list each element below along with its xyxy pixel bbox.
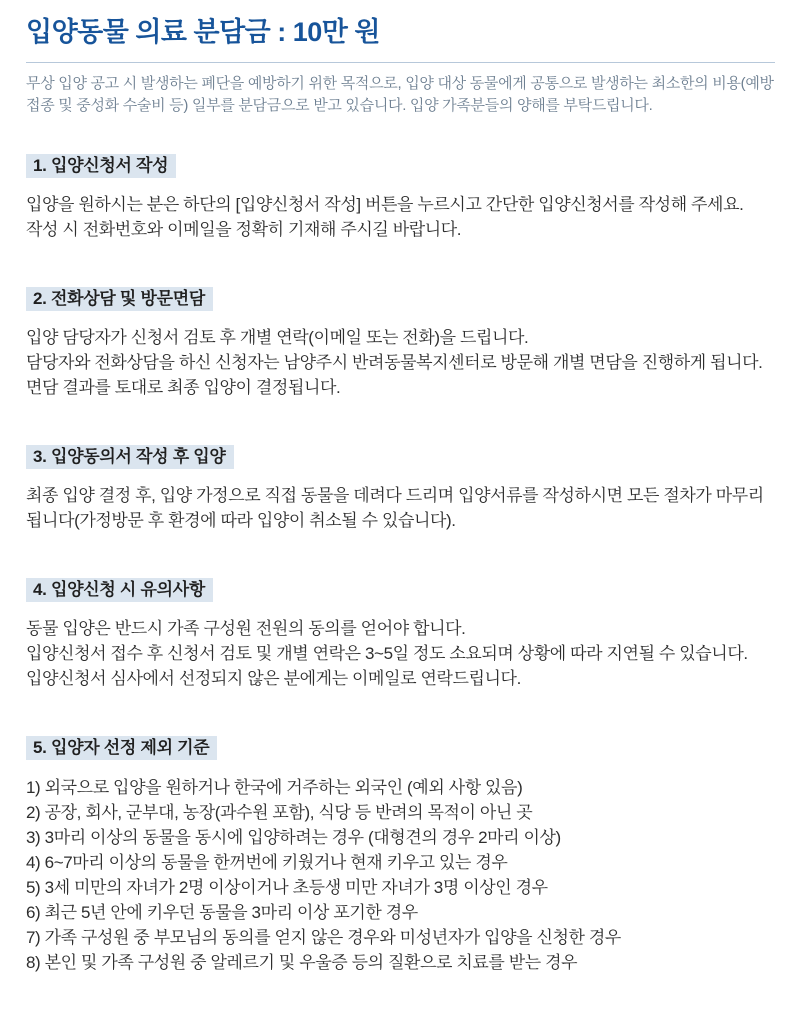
section-2-phone-visit-consult (26, 287, 775, 400)
section-3-consent-and-adoption (26, 445, 775, 533)
text-line: 5) 3세 미만의 자녀가 2명 이상이거나 초등생 미만 자녀가 3명 이상인 경우 (26, 878, 548, 897)
section-heading: 1. 입양신청서 작성 (26, 154, 176, 178)
section-heading: 5. 입양자 선정 제외 기준 (26, 736, 217, 760)
section-1-application-form (26, 154, 775, 242)
adoption-notice-page (0, 16, 800, 1016)
text-line: 1) 외국으로 입양을 원하거나 한국에 거주하는 외국인 (예외 사항 있음) (26, 778, 523, 797)
text-line: 6) 최근 5년 안에 키우던 동물을 3마리 이상 포기한 경우 (26, 903, 418, 922)
text-line: 입양 담당자가 신청서 검토 후 개별 연락(이메일 또는 전화)을 드립니다. (26, 328, 529, 347)
page-title: 입양동물 의료 분담금 : 10만 원 (26, 17, 380, 47)
section-4-application-notes (26, 578, 775, 691)
text-line: 8) 본인 및 가족 구성원 중 알레르기 및 우울증 등의 질환으로 치료를 받는 경우 (26, 953, 578, 972)
text-line: 동물 입양은 반드시 가족 구성원 전원의 동의를 얻어야 합니다. (26, 619, 466, 638)
text-line: 입양을 원하시는 분은 하단의 [입양신청서 작성] 버튼을 누르시고 간단한 입양신청서를 작성해 주세요. (26, 195, 744, 214)
text-line: 담당자와 전화상담을 하신 신청자는 남양주시 반려동물복지센터로 방문해 개별 면담을 진행하게 됩니다. (26, 353, 763, 372)
title-divider (26, 62, 775, 63)
text-line: 입양신청서 접수 후 신청서 검토 및 개별 연락은 3~5일 정도 소요되며 상황에 따라 지연될 수 있습니다. (26, 644, 748, 663)
section-body (26, 325, 775, 400)
text-line: 접종 및 중성화 수술비 등) 일부를 분담금으로 받고 있습니다. 입양 가족분들의 양해를 부탁드립니다. (26, 96, 653, 114)
text-line: 최종 입양 결정 후, 입양 가정으로 직접 동물을 데려다 드리며 입양서류를 작성하시면 모든 절차가 마무리 (26, 486, 764, 505)
text-line: 면담 결과를 토대로 최종 입양이 결정됩니다. (26, 378, 341, 397)
text-line: 7) 가족 구성원 중 부모님의 동의를 얻지 않은 경우와 미성년자가 입양을 신청한 경우 (26, 928, 621, 947)
exclusion-criteria-list (26, 775, 775, 975)
text-line: 입양신청서 심사에서 선정되지 않은 분에게는 이메일로 연락드립니다. (26, 669, 521, 688)
content-container (0, 16, 800, 975)
text-line: 2) 공장, 회사, 군부대, 농장(과수원 포함), 식당 등 반려의 목적이 아닌 곳 (26, 803, 533, 822)
text-line: 3) 3마리 이상의 동물을 동시에 입양하려는 경우 (대형견의 경우 2마리 이상) (26, 828, 561, 847)
section-body (26, 192, 775, 242)
section-heading: 4. 입양신청 시 유의사항 (26, 578, 213, 602)
intro-paragraph (26, 73, 775, 116)
section-5-exclusion-criteria (26, 736, 775, 975)
text-line: 됩니다(가정방문 후 환경에 따라 입양이 취소될 수 있습니다). (26, 511, 456, 530)
text-line: 4) 6~7마리 이상의 동물을 한꺼번에 키웠거나 현재 키우고 있는 경우 (26, 853, 508, 872)
section-body (26, 616, 775, 691)
section-heading: 2. 전화상담 및 방문면담 (26, 287, 213, 311)
section-heading: 3. 입양동의서 작성 후 입양 (26, 445, 234, 469)
section-body (26, 483, 775, 533)
text-line: 무상 입양 공고 시 발생하는 폐단을 예방하기 위한 목적으로, 입양 대상 동물에게 공통으로 발생하는 최소한의 비용(예방 (26, 75, 774, 92)
text-line: 작성 시 전화번호와 이메일을 정확히 기재해 주시길 바랍니다. (26, 220, 462, 239)
